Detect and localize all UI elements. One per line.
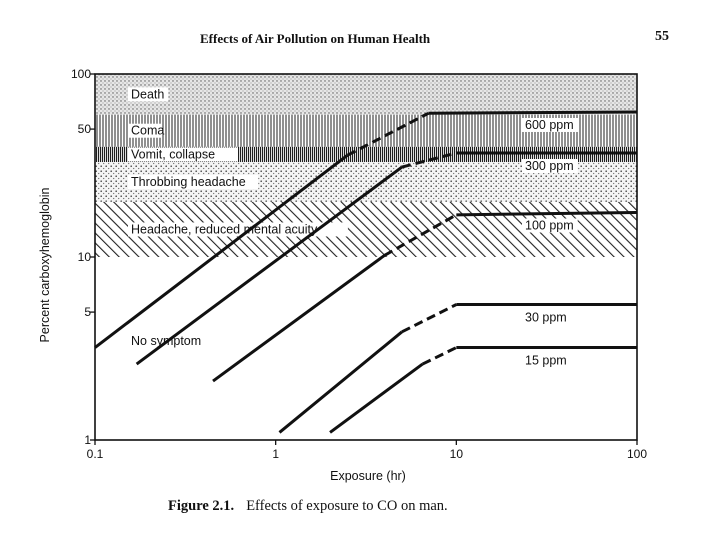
series-30-ppm-transition bbox=[402, 305, 456, 332]
series-15-ppm-transition bbox=[423, 348, 457, 365]
x-tick-label: 100 bbox=[626, 447, 648, 461]
x-tick-label: 1 bbox=[272, 447, 280, 461]
y-tick-label: 10 bbox=[77, 250, 91, 264]
band-label-no-symptom: No symptom bbox=[131, 334, 202, 349]
symptom-bands bbox=[95, 74, 637, 348]
series-label-15-ppm: 15 ppm bbox=[525, 353, 567, 368]
series-label-100-ppm: 100 ppm bbox=[525, 218, 574, 233]
x-tick-label: 0.1 bbox=[86, 447, 104, 461]
band-label-vomit-collapse: Vomit, collapse bbox=[131, 147, 216, 162]
figure-caption bbox=[168, 498, 448, 515]
y-tick-label: 100 bbox=[70, 67, 91, 81]
band-death bbox=[95, 74, 637, 115]
caption-text: Effects of exposure to CO on man. bbox=[246, 498, 448, 514]
x-axis-title: Exposure (hr) bbox=[330, 469, 406, 483]
band-label-coma: Coma bbox=[131, 123, 165, 138]
y-axis-ticks bbox=[71, 67, 95, 447]
series-600-ppm-plateau bbox=[428, 112, 637, 113]
series-label-600-ppm: 600 ppm bbox=[525, 117, 574, 132]
band-label-headache-reduced-mental-acuity: Headache, reduced mental acuity bbox=[131, 222, 318, 237]
y-tick-label: 50 bbox=[77, 122, 91, 137]
y-tick-label: 5 bbox=[84, 305, 91, 320]
caption-number: Figure 2.1. bbox=[168, 498, 235, 514]
x-tick-label: 10 bbox=[449, 447, 464, 461]
series-15-ppm-rise bbox=[330, 364, 422, 432]
series-label-30-ppm: 30 ppm bbox=[525, 310, 567, 325]
series-label-300-ppm: 300 ppm bbox=[525, 159, 574, 174]
band-label-throbbing-headache: Throbbing headache bbox=[131, 175, 246, 190]
series-30-ppm-rise bbox=[279, 332, 401, 433]
band-label-death: Death bbox=[131, 87, 165, 102]
y-tick-label: 1 bbox=[84, 433, 91, 447]
page-number: 55 bbox=[655, 29, 669, 44]
series-100-ppm-rise bbox=[213, 255, 384, 381]
x-axis-ticks bbox=[87, 440, 648, 461]
running-head: Effects of Air Pollution on Human Health bbox=[200, 31, 431, 46]
y-axis-title: Percent carboxyhemoglobin bbox=[38, 187, 52, 343]
